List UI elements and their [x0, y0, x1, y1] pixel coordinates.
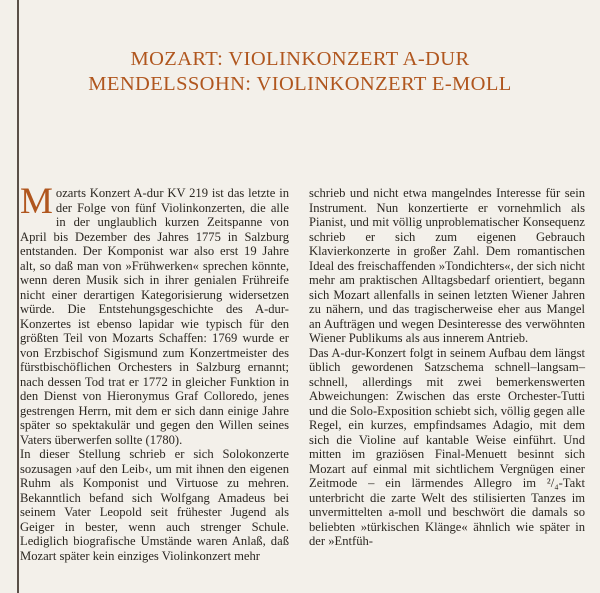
title-line-1: MOZART: VIOLINKONZERT A-DUR	[130, 48, 470, 70]
left-column	[20, 181, 289, 563]
drop-cap: M	[20, 181, 53, 222]
left-paragraph-1-text: ozarts Konzert A-dur KV 219 ist das letzte in der Folge von fünf Violinkonzerten, die alle in der unglaublich kurzen Zeitspanne von April bis Dezember des Jahres 1775 in Salzburg entstanden. Der Komponist war also erst 19 Jahre alt, so daß man von »Frühwerken« sprechen könnte, wenn deren Musik sich in ihrer genialen Frühreife nicht einer derartigen Kategorisierung widersetzen würde. Die Entstehungsgeschichte des A-dur-Konzertes ist ebenso lapidar wie typisch für den größten Teil von Mozarts Schaffen: 1769 wurde er von Erzbischof Sigismund zum Konzertmeister des fürstbischöflichen Orchesters in Salzburg ernannt; nach dessen Tod trat er 1772 in gleicher Funktion in den Dienst von Hieronymus Graf Colloredo, jenes gestrengen Herrn, mit dem er sich dann einige Jahre später so spektakulär und gegen den Willen seines Vaters überwerfen sollte (1780).	[20, 186, 289, 447]
title-line-2: MENDELSSOHN: VIOLINKONZERT E-MOLL	[88, 73, 512, 95]
right-column	[309, 186, 585, 549]
left-paragraph-2: In dieser Stellung schrieb er sich Solokonzerte sozusagen ›auf den Leib‹, um mit ihnen den eigenen Ruhm als Komponist und Virtuose zu mehren. Bekanntlich befand sich Wolfgang Amadeus bei seinem Vater Leopold seit frühester Jugend als Geiger in bester, wenn auch strenger Schule. Lediglich biografische Umstände waren Anlaß, daß Mozart später kein einziges Violinkonzert mehr	[20, 447, 289, 563]
right-paragraph-2: Das A-dur-Konzert folgt in seinem Aufbau dem längst üblich gewordenen Satzschema schnell–langsam–schnell, allerdings mit zwei bemerkenswerten Abweichungen: Zwischen das erste Orchester-Tutti und die Solo-Exposition schiebt sich, völlig gegen alle Regel, ein kurzes, empfindsames Adagio, mit dem sich die Violine auf kantable Weise einführt. Und mitten im graziösen Final-Menuett besinnt sich Mozart auf einmal mit sichtlichem Vergnügen einer Zeitmode – ein lärmendes Allegro im ²/₄-Takt unterbricht die zarte Welt des stilisierten Tanzes im unvermittelten a-moll und beschwört die damals so beliebten »türkischen Klänge« ähnlich wie später in der »Entfüh-	[309, 345, 585, 548]
right-paragraph-1: schrieb und nicht etwa mangelndes Interesse für sein Instrument. Nun konzertierte er vornehmlich als Pianist, und mit völlig unproblematischer Konsequenz schrieb er sich zum eigenen Gebrauch Klavierkonzerte in großer Zahl. Dem romantischen Ideal des freischaffenden »Tondichters«, der sich nicht mehr am praktischen Alltagsbedarf orientiert, begann sich Mozart allenfalls in seinen letzten Wiener Jahren zu nähern, und das tragischerweise eher aus Mangel an Aufträgen und wegen Desinteresse des verwöhnten Wiener Publikums als aus innerem Antrieb.	[309, 186, 585, 345]
left-paragraph-1	[20, 181, 289, 447]
